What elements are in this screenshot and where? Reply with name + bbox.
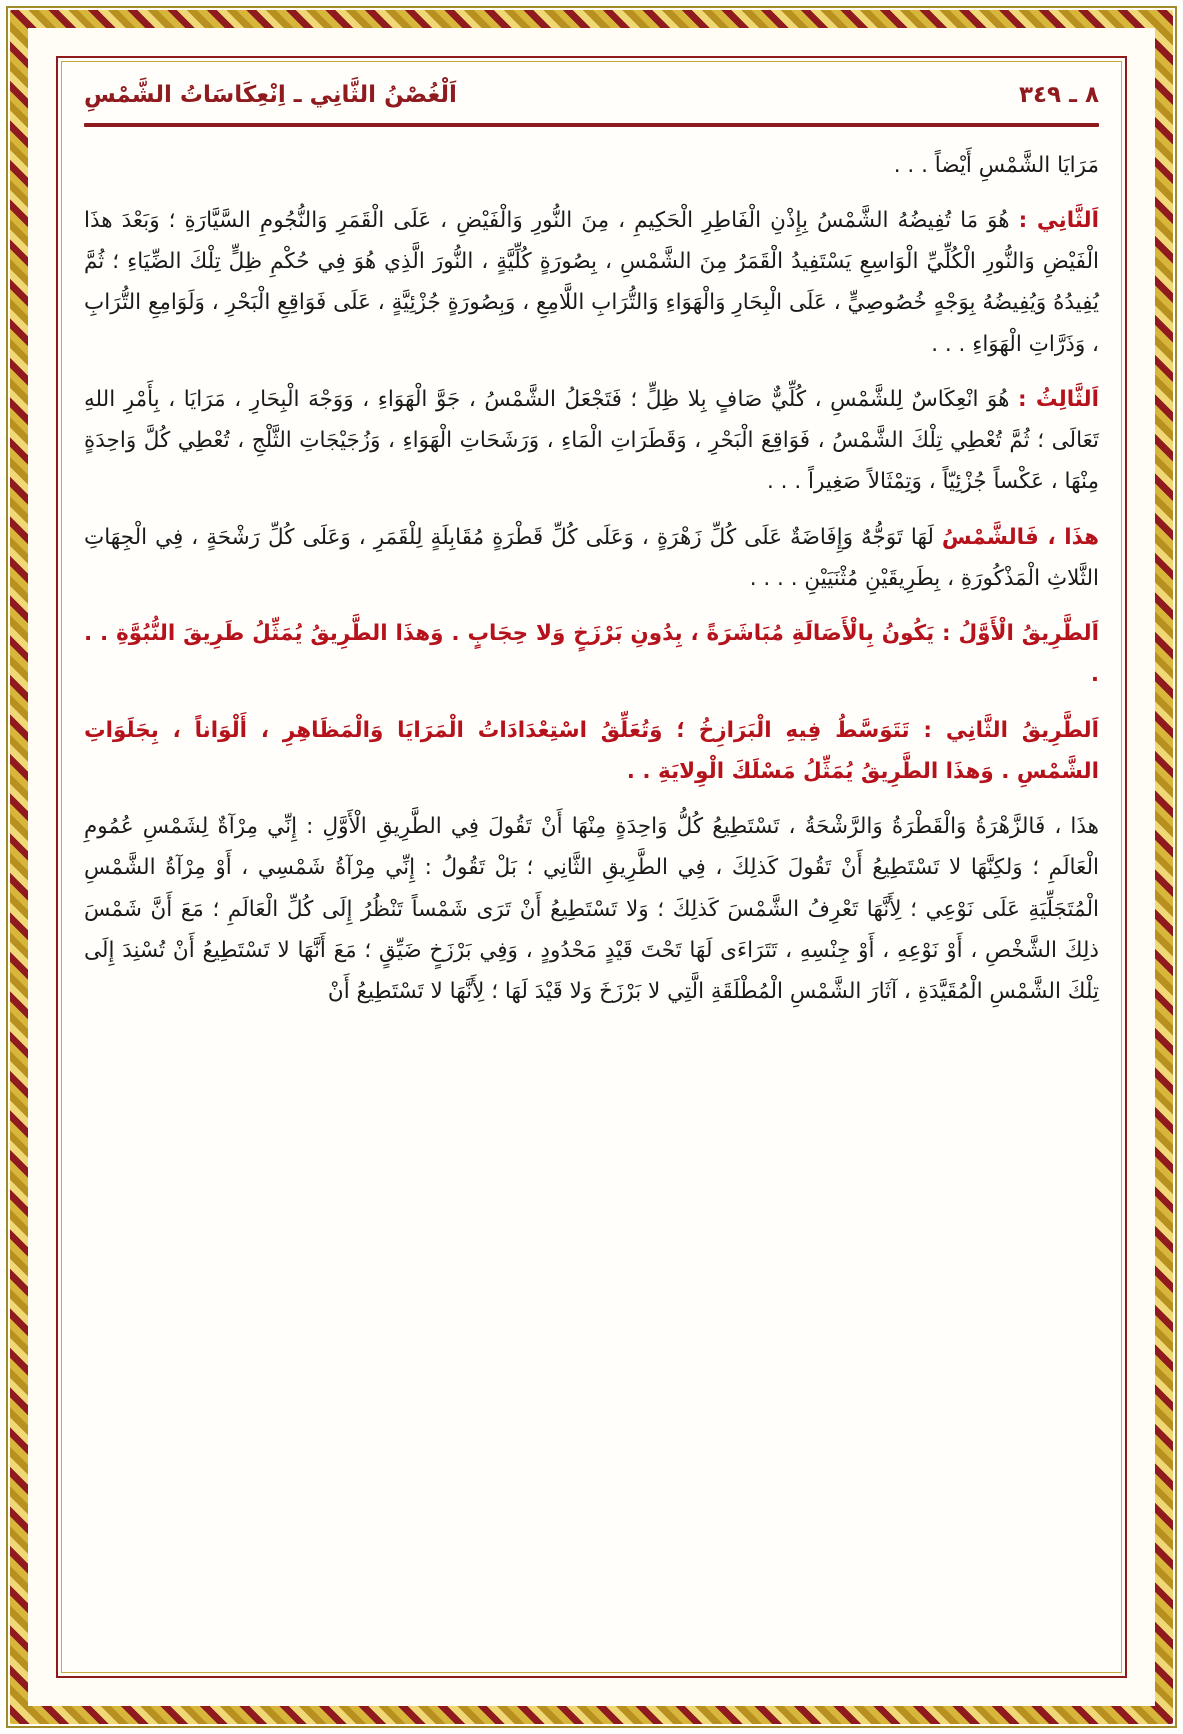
paragraph (84, 145, 1099, 186)
paragraph-lead: اَلثَّالِثُ : (1018, 386, 1099, 412)
page-header (84, 78, 1099, 113)
paragraph (84, 806, 1099, 1012)
page-content (52, 52, 1131, 1682)
paragraph-text: هُوَ مَا تُفِيضُهُ الشَّمْسُ بِإِذْنِ الْفَاطِرِ الْحَكِيمِ ، مِنَ النُّورِ وَالْفَيْضِ ، عَلَى الْقَمَرِ وَالنُّجُومِ السَّيَّارَةِ ؛ وَبَعْدَ هذَا الْفَيْضِ وَالنُّورِ الْكُلِّيِّ الْوَاسِعِ يَسْتَفِيدُ الْقَمَرُ مِنَ الشَّمْسِ ، بِصُورَةٍ كُلِّيَّةٍ ، النُّورَ الَّذِي هُوَ فِي حُكْمِ ظِلٍّ تِلْكَ الضِّيَاءِ ؛ ثُمَّ يُفِيدُهُ وَيُفِيضُهُ بِوَجْهٍ خُصُوصِيٍّ ، عَلَى الْبِحَارِ وَالْهَوَاءِ وَالتُّرَابِ اللَّامِعِ ، وَبِصُورَةٍ جُزْئِيَّةٍ ، عَلَى فَوَاقِعِ الْبَحْرِ ، وَلَوَامِعِ التُّرَابِ ، وَذَرَّاتِ الْهَوَاءِ . . . (84, 207, 1099, 357)
header-divider (84, 123, 1099, 127)
paragraph-text: لَهَا تَوَجُّهٌ وَإِفَاضَةٌ عَلَى كُلِّ زَهْرَةٍ ، وَعَلَى كُلِّ قَطْرَةٍ مُقَابِلَةٍ لِلْقَمَرِ ، وَعَلَى كُلِّ رَشْحَةٍ ، فِي الْجِهَاتِ الثَّلاثِ الْمَذْكُورَةِ ، بِطَرِيقَيْنِ مُثْنَيَيْنِ . . . . (84, 524, 1099, 591)
page-title: اَلْغُصْنُ الثَّانِي ـ اِنْعِكَاسَاتُ الشَّمْسِ (84, 82, 457, 108)
paragraph-lead: اَلثَّانِي : (1018, 207, 1099, 233)
page-number: ٨ ـ ٣٤٩ (1018, 82, 1099, 108)
paragraph-text: هذَا ، فَالزَّهْرَةُ وَالْقَطْرَةُ وَالرَّشْحَةُ ، تَسْتَطِيعُ كُلُّ وَاحِدَةٍ مِنْهَا أَنْ تَقُولَ فِي الطَّرِيقِ الْأَوَّلِ : إِنِّي مِرْآةٌ لِشَمْسِ عُمُومِ الْعَالَمِ ؛ وَلكِنَّهَا لا تَسْتَطِيعُ أَنْ تَقُولَ كَذلِكَ ، فِي الطَّرِيقِ الثَّانِي ؛ بَلْ تَقُولُ : إِنِّي مِرْآةُ شَمْسِي ، أَوْ مِرْآةُ الشَّمْسِ الْمُتَجَلِّيَةِ عَلَى نَوْعِي ؛ لِأَنَّهَا تَعْرِفُ الشَّمْسَ كَذلِكَ ؛ وَلا تَسْتَطِيعُ أَنْ تَرَى شَمْساً تَنْظُرُ إِلَى كُلِّ الْعَالَمِ ؛ مَعَ أَنَّ شَمْسَ ذلِكَ الشَّخْصِ ، أَوْ نَوْعِهِ ، أَوْ جِنْسِهِ ، تَتَرَاءَى لَهَا تَحْتَ قَيْدٍ مَحْدُودٍ ، وَفِي بَرْزَخٍ ضَيِّقٍ ؛ مَعَ أَنَّهَا لا تَسْتَطِيعُ أَنْ تُسْنِدَ إِلَى تِلْكَ الشَّمْسِ الْمُقَيَّدَةِ ، آثَارَ الشَّمْسِ الْمُطْلَقَةِ الَّتِي لا بَرْزَخَ وَلا قَيْدَ لَهَا ؛ لِأَنَّهَا لا تَسْتَطِيعُ أَنْ (84, 814, 1099, 1005)
paragraph (84, 379, 1099, 503)
paragraph-text: اَلطَّرِيقُ الثَّانِي : تَتَوَسَّطُ فِيهِ الْبَرَازِخُ ؛ وَتُعَلِّقُ اسْتِعْدَادَاتُ الْمَرَايَا وَالْمَظَاهِرِ ، أَلْوَاناً ، بِجَلَوَاتِ الشَّمْسِ . وَهذَا الطَّرِيقُ يُمَثِّلُ مَسْلَكَ الْوِلايَةِ . . (84, 717, 1099, 784)
paragraph-text: هُوَ انْعِكَاسٌ لِلشَّمْسِ ، كُلِّيٌّ صَافٍ بِلا ظِلٍّ ؛ فَتَجْعَلُ الشَّمْسُ ، جَوَّ الْهَوَاءِ ، وَوَجْهَ الْبِحَارِ ، مَرَايَا ، بِأَمْرِ اللهِ تَعَالَى ؛ ثُمَّ تُعْطِي تِلْكَ الشَّمْسُ ، فَوَاقِعَ الْبَحْرِ ، وَقَطَرَاتِ الْمَاءِ ، وَرَشَحَاتِ الْهَوَاءِ ، وَزُجَيْجَاتِ الثَّلْجِ ، تُعْطِي كُلَّ وَاحِدَةٍ مِنْهَا ، عَكْساً جُزْئِيّاً ، وَتِمْثَالاً صَغِيراً . . . (84, 386, 1099, 495)
body-text (84, 145, 1099, 1013)
paragraph (84, 200, 1099, 365)
paragraph-lead: هذَا ، فَالشَّمْسُ (941, 524, 1099, 550)
paragraph (84, 517, 1099, 600)
paragraph-text: مَرَايَا الشَّمْسِ أَيْضاً . . . (893, 152, 1099, 178)
paragraph-text: اَلطَّرِيقُ الْأَوَّلُ : يَكُونُ بِالْأَصَالَةِ مُبَاشَرَةً ، بِدُونِ بَرْزَخٍ وَلا حِجَابٍ . وَهذَا الطَّرِيقُ يُمَثِّلُ طَرِيقَ النُّبُوَّةِ . . . (84, 621, 1099, 688)
paragraph-highlighted (84, 710, 1099, 793)
paragraph-highlighted (84, 613, 1099, 696)
